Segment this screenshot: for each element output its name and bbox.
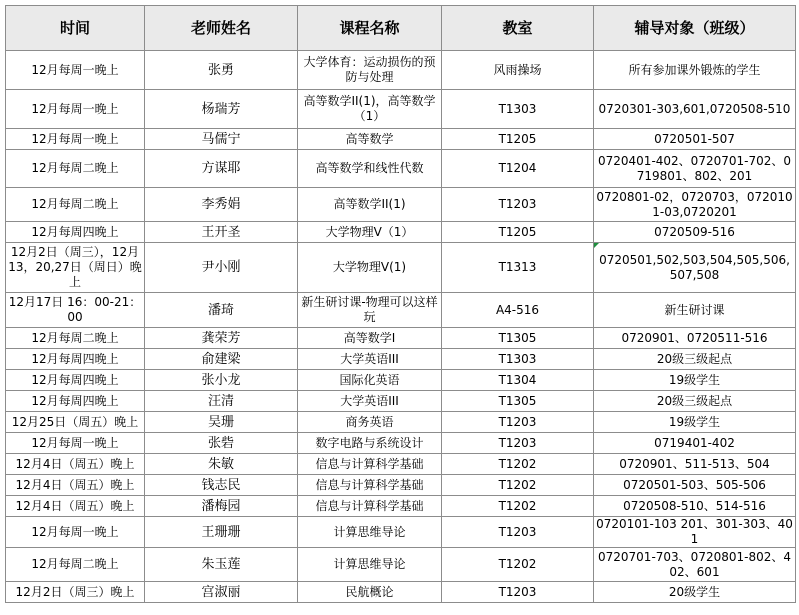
cell-teacher[interactable]: 俞建梁 — [145, 349, 298, 370]
header-time[interactable]: 时间 — [6, 6, 145, 51]
cell-course[interactable]: 民航概论 — [298, 582, 442, 603]
cell-time[interactable]: 12月25日（周五）晚上 — [6, 412, 145, 433]
table-row — [6, 328, 796, 349]
cell-classroom[interactable]: T1203 — [442, 412, 594, 433]
cell-classroom[interactable]: T1303 — [442, 90, 594, 129]
cell-teacher[interactable]: 尹小刚 — [145, 243, 298, 293]
header-classroom[interactable]: 教室 — [442, 6, 594, 51]
cell-target[interactable]: 0720501,502,503,504,505,506,507,508 — [594, 243, 796, 293]
cell-teacher[interactable]: 吴珊 — [145, 412, 298, 433]
header-teacher[interactable]: 老师姓名 — [145, 6, 298, 51]
cell-course[interactable]: 大学英语III — [298, 349, 442, 370]
cell-time[interactable]: 12月4日（周五）晚上 — [6, 454, 145, 475]
cell-classroom[interactable]: T1202 — [442, 496, 594, 517]
cell-time[interactable]: 12月每周一晚上 — [6, 51, 145, 90]
cell-teacher[interactable]: 张砦 — [145, 433, 298, 454]
cell-time[interactable]: 12月4日（周五）晚上 — [6, 475, 145, 496]
cell-course[interactable]: 高等数学II(1) — [298, 188, 442, 222]
table-row — [6, 243, 796, 293]
cell-time[interactable]: 12月每周二晚上 — [6, 548, 145, 582]
cell-course[interactable]: 高等数学和线性代数 — [298, 150, 442, 188]
cell-target[interactable]: 0720701-703、0720801-802、402、601 — [594, 548, 796, 582]
cell-target[interactable]: 20级三级起点 — [594, 349, 796, 370]
cell-teacher[interactable]: 汪清 — [145, 391, 298, 412]
cell-time[interactable]: 12月每周一晚上 — [6, 90, 145, 129]
cell-course[interactable]: 大学英语III — [298, 391, 442, 412]
table-row — [6, 370, 796, 391]
table-row — [6, 349, 796, 370]
cell-course[interactable]: 大学物理V(1) — [298, 243, 442, 293]
cell-classroom[interactable]: T1303 — [442, 349, 594, 370]
cell-teacher[interactable]: 朱玉莲 — [145, 548, 298, 582]
cell-classroom[interactable]: T1203 — [442, 582, 594, 603]
cell-course[interactable]: 信息与计算科学基础 — [298, 454, 442, 475]
table-row — [6, 150, 796, 188]
table-row — [6, 517, 796, 548]
cell-time[interactable]: 12月4日（周五）晚上 — [6, 496, 145, 517]
cell-target[interactable]: 0720301-303,601,0720508-510 — [594, 90, 796, 129]
cell-time[interactable]: 12月每周一晚上 — [6, 129, 145, 150]
cell-time[interactable]: 12月每周二晚上 — [6, 328, 145, 349]
cell-time[interactable]: 12月每周四晚上 — [6, 349, 145, 370]
cell-time[interactable]: 12月每周四晚上 — [6, 370, 145, 391]
cell-time[interactable]: 12月17日 16：00-21：00 — [6, 293, 145, 328]
cell-target[interactable]: 20级学生 — [594, 582, 796, 603]
header-row — [6, 6, 796, 51]
cell-classroom[interactable]: T1202 — [442, 454, 594, 475]
table-row — [6, 51, 796, 90]
cell-target[interactable]: 0720501-507 — [594, 129, 796, 150]
table-row — [6, 548, 796, 582]
cell-course[interactable]: 计算思维导论 — [298, 517, 442, 548]
cell-course[interactable]: 新生研讨课-物理可以这样玩 — [298, 293, 442, 328]
cell-target[interactable]: 新生研讨课 — [594, 293, 796, 328]
cell-course[interactable]: 信息与计算科学基础 — [298, 475, 442, 496]
cell-teacher[interactable]: 马儒宁 — [145, 129, 298, 150]
table-row — [6, 129, 796, 150]
cell-target[interactable]: 19级学生 — [594, 370, 796, 391]
cell-target[interactable]: 0720901、0720511-516 — [594, 328, 796, 349]
cell-teacher[interactable]: 张小龙 — [145, 370, 298, 391]
cell-target[interactable]: 所有参加课外锻炼的学生 — [594, 51, 796, 90]
cell-target[interactable]: 0719401-402 — [594, 433, 796, 454]
table-row — [6, 582, 796, 603]
cell-target[interactable]: 0720501-503、505-506 — [594, 475, 796, 496]
cell-teacher[interactable]: 龚荣芳 — [145, 328, 298, 349]
table-row — [6, 496, 796, 517]
cell-time[interactable]: 12月2日（周三）晚上 — [6, 582, 145, 603]
cell-target[interactable]: 0720901、511-513、504 — [594, 454, 796, 475]
cell-time[interactable]: 12月每周二晚上 — [6, 188, 145, 222]
cell-course[interactable]: 高等数学I — [298, 328, 442, 349]
cell-teacher[interactable]: 潘梅园 — [145, 496, 298, 517]
cell-teacher[interactable]: 方谋耶 — [145, 150, 298, 188]
cell-teacher[interactable]: 李秀娟 — [145, 188, 298, 222]
cell-classroom[interactable]: T1205 — [442, 222, 594, 243]
cell-classroom[interactable]: T1204 — [442, 150, 594, 188]
cell-teacher[interactable]: 朱敏 — [145, 454, 298, 475]
cell-classroom[interactable]: 风雨操场 — [442, 51, 594, 90]
cell-classroom[interactable]: T1305 — [442, 328, 594, 349]
cell-teacher[interactable]: 王珊珊 — [145, 517, 298, 548]
table-row — [6, 454, 796, 475]
table-row — [6, 433, 796, 454]
cell-target[interactable]: 0720508-510、514-516 — [594, 496, 796, 517]
table-row — [6, 475, 796, 496]
table-row — [6, 222, 796, 243]
cell-course[interactable]: 大学体育：运动损伤的预防与处理 — [298, 51, 442, 90]
cell-classroom[interactable]: T1203 — [442, 188, 594, 222]
cell-classroom[interactable]: A4-516 — [442, 293, 594, 328]
cell-target[interactable]: 0720509-516 — [594, 222, 796, 243]
header-course[interactable]: 课程名称 — [298, 6, 442, 51]
table-row — [6, 188, 796, 222]
cell-target[interactable]: 0720801-02，0720703，0720101-03,0720201 — [594, 188, 796, 222]
cell-classroom[interactable]: T1203 — [442, 517, 594, 548]
table-row — [6, 412, 796, 433]
cell-classroom[interactable]: T1202 — [442, 548, 594, 582]
cell-target[interactable]: 20级三级起点 — [594, 391, 796, 412]
cell-course[interactable]: 信息与计算科学基础 — [298, 496, 442, 517]
cell-time[interactable]: 12月每周二晚上 — [6, 150, 145, 188]
cell-course[interactable]: 大学物理V（1） — [298, 222, 442, 243]
cell-classroom[interactable]: T1203 — [442, 433, 594, 454]
cell-course[interactable]: 国际化英语 — [298, 370, 442, 391]
cell-course[interactable]: 计算思维导论 — [298, 548, 442, 582]
cell-time[interactable]: 12月每周四晚上 — [6, 222, 145, 243]
cell-teacher[interactable]: 王开圣 — [145, 222, 298, 243]
cell-course[interactable]: 数字电路与系统设计 — [298, 433, 442, 454]
cell-classroom[interactable]: T1202 — [442, 475, 594, 496]
cell-time[interactable]: 12月2日（周三），12月13，20,27日（周日）晚上 — [6, 243, 145, 293]
cell-target[interactable]: 0720401-402、0720701-702、0719801、802、201 — [594, 150, 796, 188]
header-target[interactable]: 辅导对象（班级） — [594, 6, 796, 51]
table-row — [6, 293, 796, 328]
cell-teacher[interactable]: 宫淑丽 — [145, 582, 298, 603]
cell-classroom[interactable]: T1313 — [442, 243, 594, 293]
cell-time[interactable]: 12月每周一晚上 — [6, 433, 145, 454]
cell-teacher[interactable]: 钱志民 — [145, 475, 298, 496]
cell-time[interactable]: 12月每周四晚上 — [6, 391, 145, 412]
cell-course[interactable]: 商务英语 — [298, 412, 442, 433]
cell-classroom[interactable]: T1304 — [442, 370, 594, 391]
cell-teacher[interactable]: 潘琦 — [145, 293, 298, 328]
cell-teacher[interactable]: 张勇 — [145, 51, 298, 90]
cell-teacher[interactable]: 杨瑞芳 — [145, 90, 298, 129]
cell-course[interactable]: 高等数学 — [298, 129, 442, 150]
cell-target[interactable]: 19级学生 — [594, 412, 796, 433]
cell-target[interactable]: 0720101-103 201、301-303、401 — [594, 517, 796, 548]
table-row — [6, 391, 796, 412]
schedule-table — [5, 5, 796, 603]
table-row — [6, 90, 796, 129]
cell-time[interactable]: 12月每周一晚上 — [6, 517, 145, 548]
cell-course[interactable]: 高等数学II(1)，高等数学（1） — [298, 90, 442, 129]
cell-classroom[interactable]: T1205 — [442, 129, 594, 150]
cell-classroom[interactable]: T1305 — [442, 391, 594, 412]
